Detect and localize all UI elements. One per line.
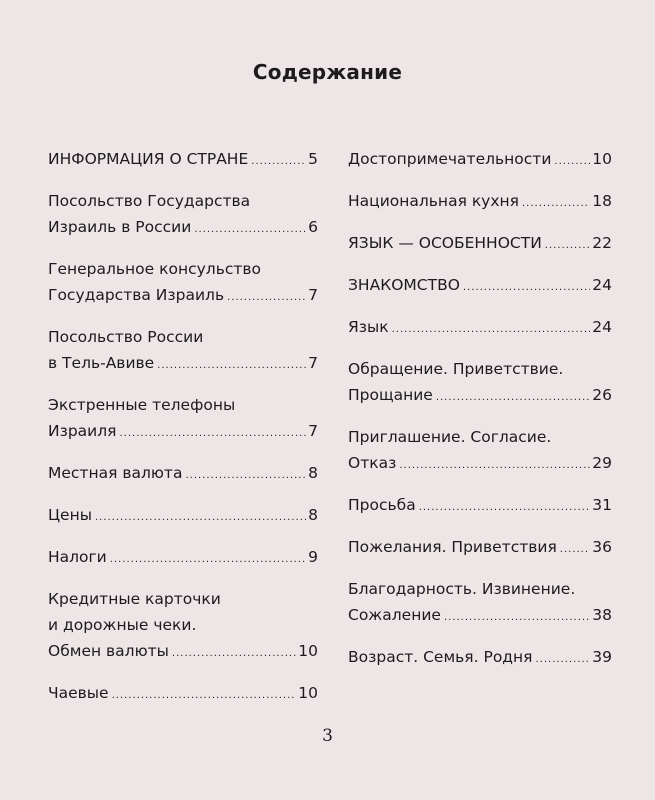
toc-page-number: 5	[308, 150, 318, 168]
toc-entry-title: Налоги	[48, 548, 107, 566]
toc-entry-row	[348, 188, 612, 217]
toc-page-number: 39	[592, 648, 612, 666]
toc-entry-row	[48, 460, 318, 489]
toc-entry-row	[348, 644, 612, 673]
toc-entry-title: Израиля	[48, 422, 117, 440]
toc-entry-title: ЯЗЫК — ОСОБЕННОСТИ	[348, 234, 542, 252]
dot-leader	[119, 421, 306, 447]
toc-page-number: 29	[592, 454, 612, 472]
toc-page-number: 26	[592, 386, 612, 404]
toc-entry-row	[348, 534, 612, 563]
toc-entry	[348, 356, 612, 411]
dot-leader	[399, 453, 590, 479]
toc-entry-row	[48, 680, 318, 709]
toc-page-number: 9	[308, 548, 318, 566]
dot-leader	[392, 317, 591, 343]
dot-leader	[172, 641, 296, 667]
toc-left-column	[48, 146, 318, 709]
toc-entry-title: в Тель-Авиве	[48, 354, 155, 372]
toc-entry-line: Кредитные карточки	[48, 590, 221, 608]
toc-entry	[48, 586, 318, 667]
dot-leader	[436, 385, 590, 411]
toc-page-number: 38	[592, 606, 612, 624]
toc-entry	[48, 392, 318, 447]
toc-entry	[348, 644, 612, 673]
toc-entry-line: Посольство Государства	[48, 192, 251, 210]
toc-entry-row	[348, 146, 612, 175]
toc-entry-title: Государства Израиль	[48, 286, 225, 304]
toc-entry-line: Посольство России	[48, 328, 204, 346]
toc-entry-line: Обращение. Приветствие.	[348, 360, 564, 378]
toc-page-number: 7	[308, 286, 318, 304]
dot-leader	[535, 647, 590, 673]
dot-leader	[112, 683, 297, 709]
dot-leader	[251, 149, 306, 175]
toc-page-number: 10	[592, 150, 612, 168]
toc-page-number: 8	[308, 464, 318, 482]
toc-entry-title: Чаевые	[48, 684, 109, 702]
toc-entry	[48, 324, 318, 379]
toc-entry-title: Израиль в России	[48, 218, 192, 236]
toc-entry-title: Возраст. Семья. Родня	[348, 648, 533, 666]
toc-entry-title: ИНФОРМАЦИЯ О СТРАНЕ	[48, 150, 249, 168]
page-title: Содержание	[252, 60, 403, 84]
dot-leader	[444, 605, 590, 631]
toc-entry-title: ЗНАКОМСТВО	[348, 276, 460, 294]
toc-entry	[48, 256, 318, 311]
page-number: 3	[322, 726, 333, 746]
toc-page-number: 31	[592, 496, 612, 514]
toc-entry	[348, 492, 612, 521]
toc-entry	[48, 680, 318, 709]
toc-page-number: 24	[592, 318, 612, 336]
toc-entry-row	[48, 638, 318, 667]
toc-entry-line: Приглашение. Согласие.	[348, 428, 552, 446]
toc-entry-line: Экстренные телефоны	[48, 396, 236, 414]
toc-entry	[348, 424, 612, 479]
dot-leader	[95, 505, 306, 531]
toc-right-column	[348, 146, 612, 673]
toc-entry-row	[348, 450, 612, 479]
toc-entry-row	[48, 214, 318, 243]
toc-entry-title: Цены	[48, 506, 92, 524]
toc-entry	[48, 460, 318, 489]
toc-page-number: 7	[308, 354, 318, 372]
toc-entry-row	[348, 602, 612, 631]
toc-entry-row	[348, 382, 612, 411]
dot-leader	[560, 537, 590, 563]
toc-entry-row	[48, 146, 318, 175]
toc-page-number: 10	[298, 642, 318, 660]
dot-leader	[545, 233, 590, 259]
toc-entry-row	[348, 272, 612, 301]
toc-entry-title: Просьба	[348, 496, 416, 514]
toc-entry-title: Достопримечательности	[348, 150, 552, 168]
toc-entry	[348, 272, 612, 301]
toc-entry-row	[48, 544, 318, 573]
toc-page-number: 18	[592, 192, 612, 210]
toc-entry	[48, 544, 318, 573]
toc-entry-row	[348, 314, 612, 343]
toc-entry-line: Генеральное консульство	[48, 260, 262, 278]
toc-entry-row	[48, 418, 318, 447]
toc-entry	[48, 146, 318, 175]
dot-leader	[110, 547, 306, 573]
dot-leader	[157, 353, 306, 379]
toc-entry-title: Сожаление	[348, 606, 441, 624]
toc-entry	[348, 188, 612, 217]
toc-entry-title: Национальная кухня	[348, 192, 519, 210]
toc-entry-line: Благодарность. Извинение.	[348, 580, 576, 598]
dot-leader	[419, 495, 591, 521]
toc-entry-title: Язык	[348, 318, 389, 336]
toc-entry-title: Обмен валюты	[48, 642, 169, 660]
toc-page-number: 7	[308, 422, 318, 440]
dot-leader	[185, 463, 306, 489]
dot-leader	[463, 275, 590, 301]
toc-entry-line: и дорожные чеки.	[48, 616, 197, 634]
toc-page-number: 10	[298, 684, 318, 702]
toc-entry-row	[48, 502, 318, 531]
toc-entry	[348, 230, 612, 259]
toc-entry	[48, 502, 318, 531]
toc-entry-row	[48, 350, 318, 379]
toc-entry	[348, 314, 612, 343]
toc-entry-row	[348, 492, 612, 521]
toc-entry-title: Отказ	[348, 454, 397, 472]
toc-entry-title: Местная валюта	[48, 464, 183, 482]
toc-entry	[48, 188, 318, 243]
dot-leader	[522, 191, 590, 217]
dot-leader	[194, 217, 306, 243]
dot-leader	[227, 285, 306, 311]
toc-entry	[348, 146, 612, 175]
toc-entry-title: Пожелания. Приветствия	[348, 538, 557, 556]
dot-leader	[554, 149, 590, 175]
toc-page-number: 36	[592, 538, 612, 556]
toc-entry-row	[48, 282, 318, 311]
toc-entry-row	[348, 230, 612, 259]
toc-page-number: 24	[592, 276, 612, 294]
toc-page-number: 22	[592, 234, 612, 252]
toc-entry	[348, 576, 612, 631]
toc-page-number: 8	[308, 506, 318, 524]
toc-entry-title: Прощание	[348, 386, 433, 404]
toc-page-number: 6	[308, 218, 318, 236]
toc-entry	[348, 534, 612, 563]
